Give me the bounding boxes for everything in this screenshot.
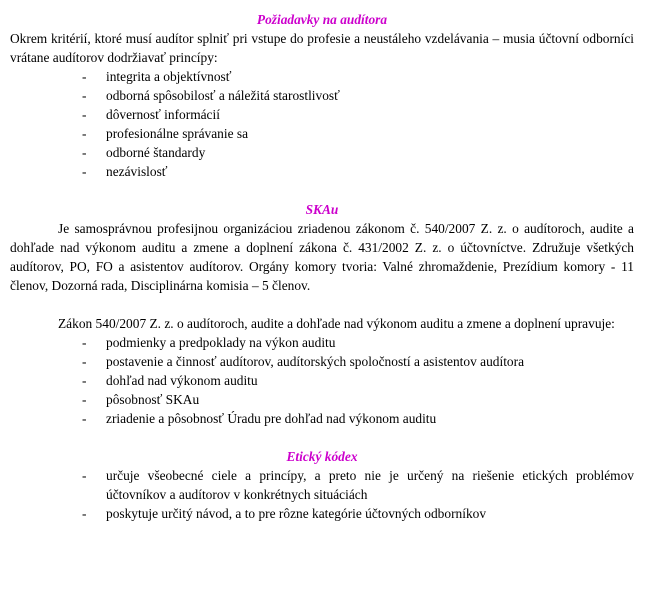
list-item-text: odborné štandardy bbox=[106, 145, 206, 160]
dash-bullet: - bbox=[82, 126, 87, 141]
list-item-text: dôvernosť informácií bbox=[106, 107, 220, 122]
list-item bbox=[10, 390, 634, 409]
dash-bullet: - bbox=[82, 88, 87, 103]
list-item bbox=[10, 86, 634, 105]
spacer bbox=[10, 295, 634, 314]
list-item-text: určuje všeobecné ciele a princípy, a preto nie je určený na riešenie etických problémov účtovníkov a audítorov v konkrétnych situáciách bbox=[106, 468, 634, 502]
document-page bbox=[10, 10, 634, 523]
list-item bbox=[10, 67, 634, 86]
dash-bullet: - bbox=[82, 468, 87, 483]
ethics-list bbox=[10, 466, 634, 523]
list-item bbox=[10, 143, 634, 162]
list-item-text: pôsobnosť SKAu bbox=[106, 392, 200, 407]
list-item-text: integrita a objektívnosť bbox=[106, 69, 232, 84]
heading-skau: SKAu bbox=[305, 202, 339, 217]
heading-ethics-code: Etický kódex bbox=[286, 449, 358, 464]
list-item bbox=[10, 333, 634, 352]
dash-bullet: - bbox=[82, 411, 87, 426]
list-item bbox=[10, 162, 634, 181]
list-item-text: zriadenie a pôsobnosť Úradu pre dohľad nad výkonom auditu bbox=[106, 411, 437, 426]
list-item bbox=[10, 124, 634, 143]
dash-bullet: - bbox=[82, 354, 87, 369]
principles-list bbox=[10, 67, 634, 181]
list-item-text: nezávislosť bbox=[106, 164, 168, 179]
dash-bullet: - bbox=[82, 373, 87, 388]
law-items-list bbox=[10, 333, 634, 428]
list-item bbox=[10, 371, 634, 390]
law-intro-paragraph: Zákon 540/2007 Z. z. o audítoroch, audite a dohľade nad výkonom auditu a zmene a doplnení upravuje: bbox=[58, 316, 615, 331]
list-item bbox=[10, 105, 634, 124]
skau-paragraph: Je samosprávnou profesijnou organizáciou zriadenou zákonom č. 540/2007 Z. z. o audítoroch, audite a dohľade nad výkonom auditu a zmene a doplnení zákona č. 431/2002 Z. z. o účtovníctve. Združuje všetkých audítorov, PO, FO a asistentov audítorov. Orgány komory tvoria: Valné zhromaždenie, Prezídium komory - 11 členov, Dozorná rada, Disciplinárna komisia – 5 členov. bbox=[10, 221, 634, 293]
list-item-text: podmienky a predpoklady na výkon auditu bbox=[106, 335, 336, 350]
list-item-text: profesionálne správanie sa bbox=[106, 126, 249, 141]
dash-bullet: - bbox=[82, 335, 87, 350]
list-item bbox=[10, 504, 634, 523]
list-item bbox=[10, 409, 634, 428]
list-item-text: poskytuje určitý návod, a to pre rôzne kategórie účtovných odborníkov bbox=[106, 506, 487, 521]
list-item-text: postavenie a činnosť audítorov, audítorských spoločností a asistentov audítora bbox=[106, 354, 525, 369]
dash-bullet: - bbox=[82, 145, 87, 160]
dash-bullet: - bbox=[82, 107, 87, 122]
auditor-intro-paragraph: Okrem kritérií, ktoré musí audítor splniť pri vstupe do profesie a neustáleho vzdelávania – musia účtovní odborníci vrátane audítorov dodržiavať princípy: bbox=[10, 31, 634, 65]
list-item-text: dohľad nad výkonom auditu bbox=[106, 373, 258, 388]
list-item bbox=[10, 352, 634, 371]
dash-bullet: - bbox=[82, 506, 87, 521]
spacer bbox=[10, 428, 634, 447]
list-item-text: odborná spôsobilosť a náležitá starostlivosť bbox=[106, 88, 340, 103]
dash-bullet: - bbox=[82, 392, 87, 407]
dash-bullet: - bbox=[82, 164, 87, 179]
spacer bbox=[10, 181, 634, 200]
dash-bullet: - bbox=[82, 69, 87, 84]
list-item bbox=[10, 466, 634, 504]
heading-auditor-requirements: Požiadavky na audítora bbox=[256, 12, 388, 27]
